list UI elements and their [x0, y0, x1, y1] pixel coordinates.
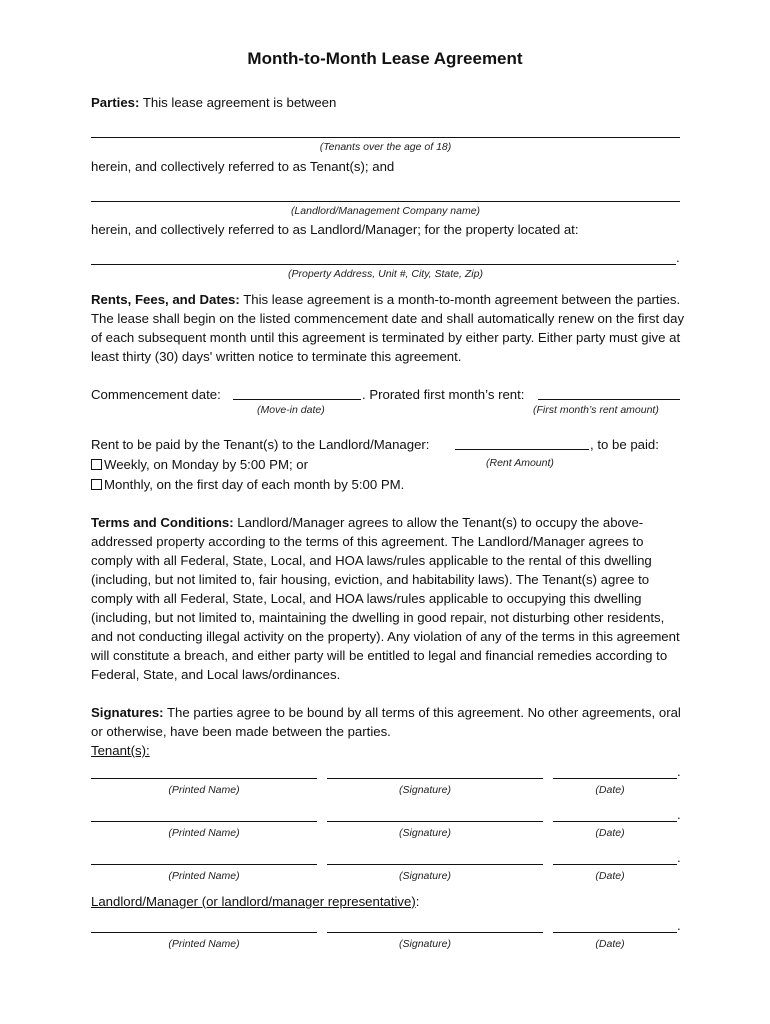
terms-heading: Terms and Conditions:: [91, 515, 234, 530]
signatures-text: The parties agree to be bound by all terms of this agreement. No other agreements, oral or otherwise, have been made between the parties.: [91, 705, 681, 739]
property-caption: (Property Address, Unit #, City, State, Zip): [288, 268, 483, 280]
landlord-signature-heading: [91, 892, 419, 911]
printed-name-caption: (Printed Name): [168, 827, 240, 839]
landlord-heading-colon: :: [415, 894, 420, 909]
landlord-heading-text: Landlord/Manager (or landlord/manager representative): [91, 894, 416, 909]
first-month-caption: (First month’s rent amount): [533, 404, 659, 416]
date-caption: (Date): [595, 784, 625, 796]
terms-text: Landlord/Manager agrees to allow the Tenant(s) to occupy the above-addressed property according to the terms of this agreement. The Landlord/Manager agrees to comply with all Federal, State, Local, and HOA laws/rules applicable to the rental of this dwelling (including, but not limited to, fair housing, eviction, and habitability laws). The Tenant(s) agree to comply with all Federal, State, Local, and HOA laws/rules applicable to occupying this dwelling (including, but not limited to, maintaining the dwelling in good repair, not disturbing other residents, and not conducting illegal activity on the property). Any violation of any of the terms in this agreement will constitute a breach, and either party will be entitled to legal and financial remedies according to Federal, State, and Local laws/ordinances.: [91, 515, 680, 682]
weekly-checkbox[interactable]: [91, 459, 102, 470]
landlord-printed-name-blank[interactable]: [91, 932, 317, 933]
landlord-herein-text: herein, and collectively referred to as Landlord/Manager; for the property located at:: [91, 222, 579, 237]
parties-intro: This lease agreement is between: [142, 95, 337, 110]
tenant2-signature-blank[interactable]: [327, 821, 543, 822]
row-period: .: [677, 807, 681, 822]
monthly-option[interactable]: [91, 475, 404, 494]
row-period: .: [677, 850, 681, 865]
tenant1-printed-name-blank[interactable]: [91, 778, 317, 779]
signatures-heading: Signatures:: [91, 705, 164, 720]
date-caption: (Date): [595, 827, 625, 839]
tenant1-signature-blank[interactable]: [327, 778, 543, 779]
tenant2-date-blank[interactable]: [553, 821, 677, 822]
rents-paragraph: [91, 290, 686, 366]
printed-name-caption: (Printed Name): [168, 938, 240, 950]
signature-caption: (Signature): [399, 784, 451, 796]
date-caption: (Date): [595, 938, 625, 950]
rent-amount-blank[interactable]: [455, 449, 589, 450]
commencement-label: Commencement date:: [91, 387, 221, 402]
date-caption: (Date): [595, 870, 625, 882]
monthly-label: Monthly, on the first day of each month by 5:00 PM.: [104, 477, 405, 492]
signature-caption: (Signature): [399, 827, 451, 839]
signature-caption: (Signature): [399, 870, 451, 882]
monthly-checkbox[interactable]: [91, 479, 102, 490]
terms-paragraph: [91, 513, 686, 684]
signatures-paragraph: [91, 703, 686, 741]
tenant-herein-text: herein, and collectively referred to as Tenant(s); and: [91, 159, 395, 174]
printed-name-caption: (Printed Name): [168, 784, 240, 796]
rents-heading: Rents, Fees, and Dates:: [91, 292, 240, 307]
landlord-blank[interactable]: [91, 201, 680, 202]
tenant2-printed-name-blank[interactable]: [91, 821, 317, 822]
tenant3-date-blank[interactable]: [553, 864, 677, 865]
rent-paid-label: Rent to be paid by the Tenant(s) to the Landlord/Manager:: [91, 437, 430, 452]
document-title: Month-to-Month Lease Agreement: [247, 49, 523, 68]
to-be-paid-label: , to be paid:: [590, 437, 659, 452]
parties-heading: Parties:: [91, 95, 140, 110]
tenants-blank[interactable]: [91, 137, 680, 138]
tenant3-printed-name-blank[interactable]: [91, 864, 317, 865]
property-address-blank[interactable]: [91, 264, 676, 265]
tenants-signature-heading: Tenant(s):: [91, 743, 150, 758]
rent-amount-caption: (Rent Amount): [486, 457, 554, 469]
tenant3-signature-blank[interactable]: [327, 864, 543, 865]
signature-caption: (Signature): [399, 938, 451, 950]
row-period: .: [677, 764, 681, 779]
move-in-caption: (Move-in date): [257, 404, 325, 416]
landlord-date-blank[interactable]: [553, 932, 677, 933]
landlord-caption: (Landlord/Management Company name): [290, 205, 481, 217]
commencement-date-blank[interactable]: [233, 399, 361, 400]
parties-line: [91, 93, 336, 112]
prorated-rent-blank[interactable]: [538, 399, 680, 400]
tenants-caption: (Tenants over the age of 18): [319, 141, 452, 153]
landlord-signature-blank[interactable]: [327, 932, 543, 933]
printed-name-caption: (Printed Name): [168, 870, 240, 882]
prorated-label: . Prorated first month’s rent:: [362, 387, 525, 402]
rents-text: This lease agreement is a month-to-month agreement between the parties. The lease shall begin on the listed commencement date and shall automatically renew on the first day of each subsequent month until this agreement is terminated by either party. Either party must give at least thirty (30) days' written notice to terminate this agreement.: [91, 292, 685, 364]
row-period: .: [677, 918, 681, 933]
weekly-option[interactable]: [91, 455, 308, 474]
weekly-label: Weekly, on Monday by 5:00 PM; or: [104, 457, 309, 472]
tenant1-date-blank[interactable]: [553, 778, 677, 779]
address-period: .: [676, 250, 680, 265]
